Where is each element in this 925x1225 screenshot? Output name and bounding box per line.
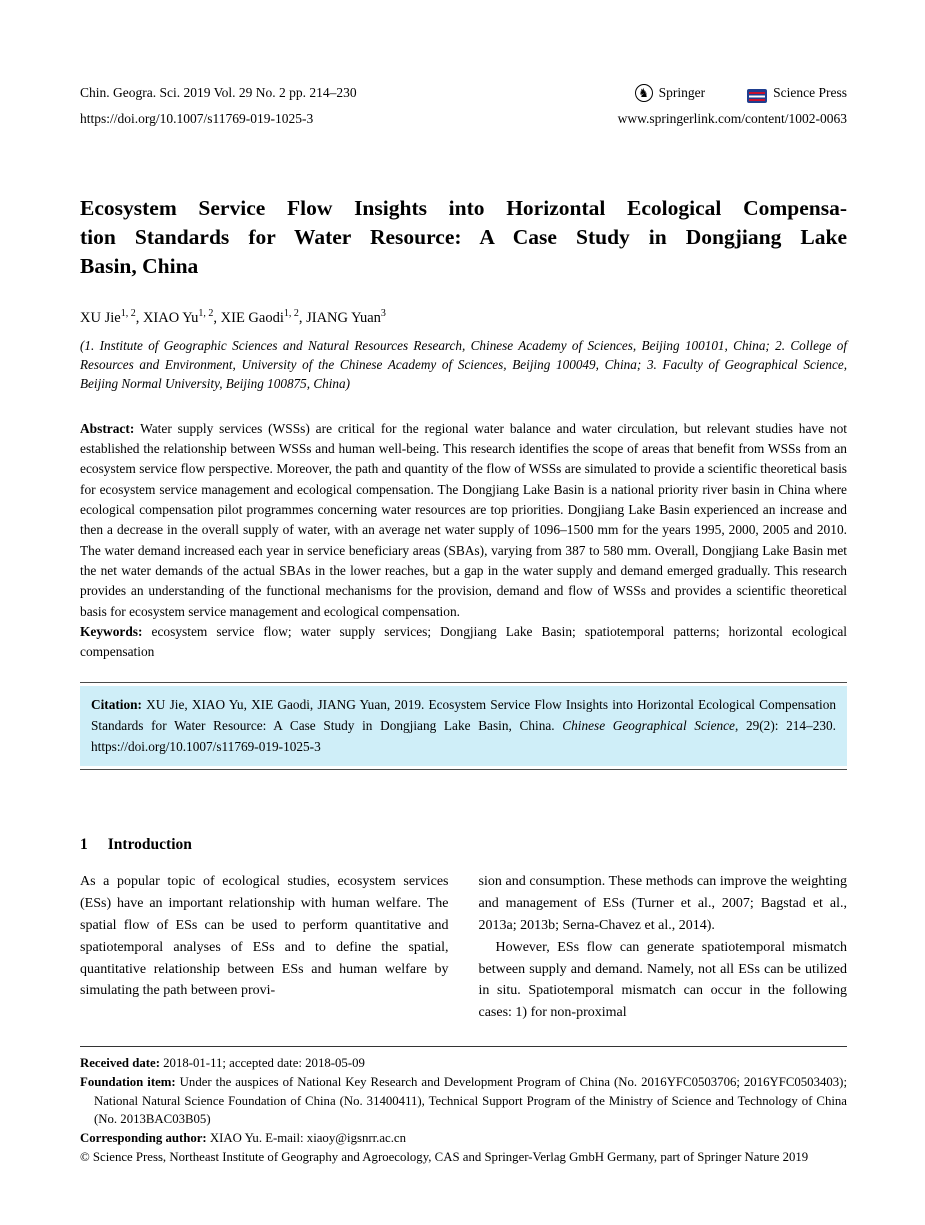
science-press-label: Science Press <box>773 85 847 100</box>
citation-text-before-journal: XU Jie, XIAO Yu, XIE Gaodi, JIANG Yuan, 2019. Ecosystem Service Flow Insights into Horizontal Ecological Compensation Standards for Water Resource: A Case Study in Dongjiang Lake Basin, China. <box>91 697 836 734</box>
keywords <box>80 622 847 663</box>
footnote-foundation-text: Under the auspices of National Key Research and Development Program of China (No. 2016YFC0503706; 2016YFC0503403); National Natural Science Foundation of China (No. 31400411), Technical Support Program of the Ministry of Science and Technology of China (No. 2013BAC03B05) <box>94 1074 847 1127</box>
citation-top-rule <box>80 682 847 683</box>
section-title: Introduction <box>107 836 192 854</box>
abstract-text: Water supply services (WSSs) are critical for the regional water balance and water circulation, but relevant studies have not established the relationship between WSSs and human well-being. This research identifies the scope of areas that benefit from WSSs from an ecosystem service flow perspective. Moreover, the path and quantity of the flow of WSSs are simulated to provide a scientific theoretical basis for ecosystem service management and ecological compensation. The Dongjiang Lake Basin is a national priority river basin in China where ecological compensation pilot programmes concerning water resources are top priorities. Dongjiang Lake Basin experienced an increase and then a decrease in the overall supply of water, with an average net water supply of 1096–1500 mm for the years 1995, 2000, 2005 and 2010. The water demand increased each year in service beneficiary areas (SBAs), varying from 387 to 580 mm. Overall, Dongjiang Lake Basin met the net water demands of the actual SBAs in the lower reaches, but a gap in the water supply and demand emerged gradually. This research provides an understanding of the functional mechanisms for the provision, demand and flow of WSSs and provides a scientific theoretical basis for ecosystem service management and ecological compensation. <box>80 420 847 619</box>
author <box>221 310 306 326</box>
journal-citation-line: Chin. Geogra. Sci. 2019 Vol. 29 No. 2 pp. 214–230 <box>80 85 357 100</box>
footnotes <box>80 1046 847 1167</box>
masthead-left <box>80 80 357 132</box>
author-name: JIANG Yuan <box>306 309 381 326</box>
body-columns <box>80 871 847 1024</box>
author <box>306 310 386 326</box>
footnote-foundation-label: Foundation item: <box>80 1074 176 1089</box>
author-separator: , <box>213 309 221 326</box>
footnote-received-text: 2018-01-11; accepted date: 2018-05-09 <box>159 1055 365 1070</box>
author-affiliation-sup: 1, 2 <box>283 308 299 319</box>
authors-line <box>80 308 847 327</box>
footnote-received-label: Received date: <box>80 1055 160 1070</box>
abstract <box>80 419 847 622</box>
body-column-right <box>479 871 848 1024</box>
footnote-corresponding-author <box>80 1129 847 1148</box>
springer-logo-icon <box>635 84 653 102</box>
affiliations: (1. Institute of Geographic Sciences and Natural Resources Research, Chinese Academy of Sciences, Beijing 100101, China; 2. College of Resources and Environment, University of the Chinese Academy of Sciences, Beijing 100049, China; 3. Faculty of Geographical Science, Beijing Normal University, Beijing 100875, China) <box>80 337 847 391</box>
article-title <box>80 194 847 281</box>
paragraph: As a popular topic of ecological studies, ecosystem services (ESs) have an important relationship with human welfare. The spatial flow of ESs can be used to perform quantitative and spatiotemporal analyses of ESs and to define the spatial, quantitative relationship between ESs and human welfare by simulating the path between provi- <box>80 874 449 999</box>
citation-journal-name: Chinese Geographical Science <box>562 718 735 734</box>
section-heading-introduction <box>80 836 847 854</box>
title-line-2: tion Standards for Water Resource: A Case Study in Dongjiang Lake <box>80 225 847 249</box>
author-affiliation-sup: 3 <box>380 308 386 319</box>
body-column-left <box>80 871 449 1024</box>
section-number: 1 <box>80 836 88 854</box>
footnote-foundation-item <box>80 1073 847 1129</box>
citation-bottom-rule <box>80 769 847 770</box>
doi-link[interactable]: https://doi.org/10.1007/s11769-019-1025-3 <box>80 111 314 126</box>
author <box>80 310 143 326</box>
paragraph: sion and consumption. These methods can improve the weighting and management of ESs (Turner et al., 2007; Bagstad et al., 2013a; 2013b; Serna-Chavez et al., 2014). <box>478 874 847 933</box>
abstract-label: Abstract: <box>80 420 141 436</box>
publisher-brands <box>618 80 847 106</box>
keywords-text: ecosystem service flow; water supply services; Dongjiang Lake Basin; spatiotemporal patterns; horizontal ecological compensation <box>80 623 847 660</box>
citation-box <box>80 686 847 766</box>
footnote-copyright: © Science Press, Northeast Institute of Geography and Agroecology, CAS and Springer-Verlag GmbH Germany, part of Springer Nature 2019 <box>80 1149 809 1164</box>
citation-text-after-journal: , 29(2): 214–230. https://doi.org/10.1007/s11769-019-1025-3 <box>91 718 836 755</box>
masthead-right <box>618 80 847 132</box>
author-affiliation-sup: 1, 2 <box>120 308 136 319</box>
author-separator: , <box>298 309 307 326</box>
title-line-3: Basin, China <box>80 254 199 278</box>
journal-masthead <box>80 80 847 132</box>
footnote-corresponding-label: Corresponding author: <box>80 1131 207 1146</box>
springer-brand <box>635 80 706 106</box>
footnote-corresponding-text: XIAO Yu. E-mail: xiaoy@igsnrr.ac.cn <box>206 1131 406 1146</box>
author-separator: , <box>135 309 143 326</box>
publisher-url[interactable]: www.springerlink.com/content/1002-0063 <box>617 111 847 126</box>
author-name: XIAO Yu <box>142 309 199 326</box>
author-affiliation-sup: 1, 2 <box>198 308 214 319</box>
citation-section <box>80 682 847 770</box>
keywords-label: Keywords: <box>80 623 152 639</box>
title-line-1: Ecosystem Service Flow Insights into Horizontal Ecological Compensa- <box>80 196 847 220</box>
paragraph: However, ESs flow can generate spatiotemporal mismatch between supply and demand. Namely, not all ESs can be utilized in situ. Spatiotemporal mismatch can occur in the following cases: 1) for non-proximal <box>478 939 847 1021</box>
springer-knight-glyph: ♞ <box>638 86 650 100</box>
author <box>143 310 221 326</box>
footnote-received-date <box>80 1054 847 1073</box>
science-press-logo-icon <box>747 86 767 100</box>
author-name: XIE Gaodi <box>220 309 284 326</box>
science-press-brand <box>747 80 847 106</box>
springer-label: Springer <box>658 85 706 100</box>
author-name: XU Jie <box>80 309 121 326</box>
citation-label: Citation: <box>91 697 147 713</box>
